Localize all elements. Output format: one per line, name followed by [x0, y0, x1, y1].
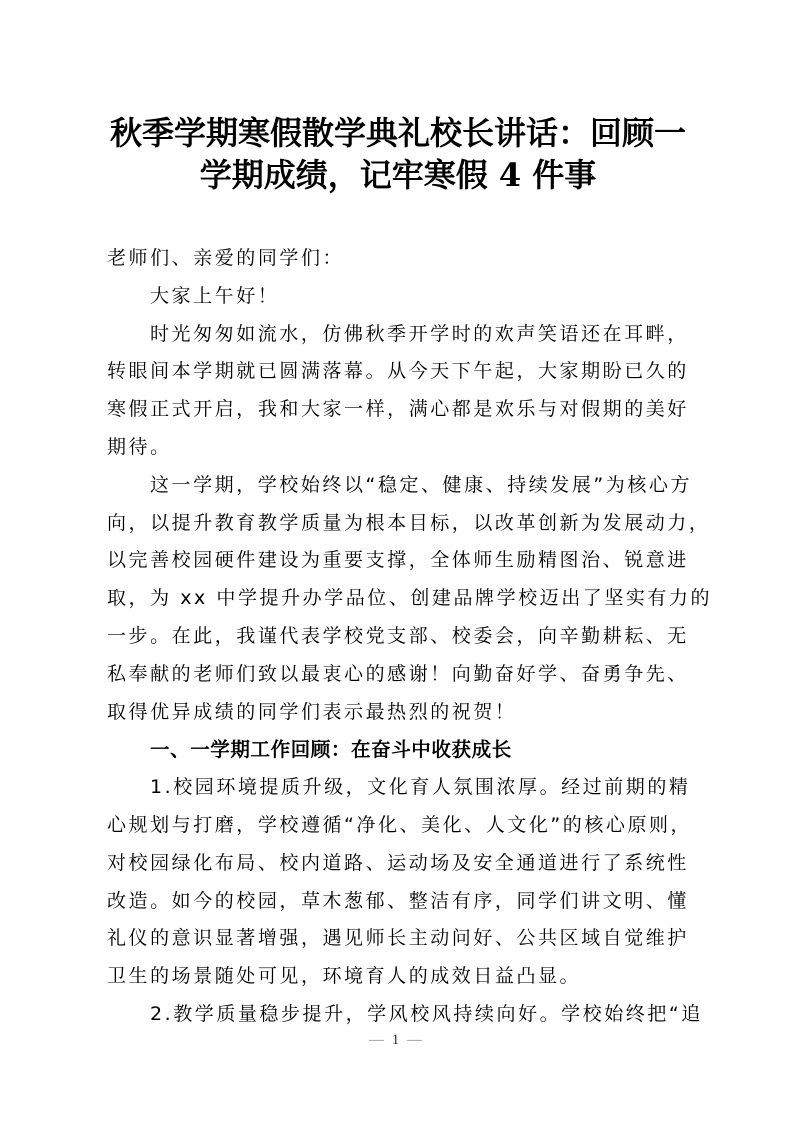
paragraph-line: 寒假正式开启，我和大家一样，满心都是欢乐与对假期的美好 — [107, 398, 689, 421]
page-footer — [0, 1032, 793, 1049]
paragraph-line: 向，以提升教育教学质量为根本目标，以改革创新为发展动力， — [107, 511, 711, 534]
footer-dash-right: — — [407, 1032, 424, 1048]
document-title — [100, 112, 696, 196]
footer-dash-left: — — [369, 1032, 386, 1048]
title-line-1: 秋季学期寒假散学典礼校长讲话：回顾一 — [109, 114, 686, 152]
paragraph-line: 1.校园环境提质升级，文化育人氛围浓厚。经过前期的精 — [150, 776, 691, 799]
paragraph-line: 时光匆匆如流水，仿佛秋季开学时的欢声笑语还在耳畔， — [150, 322, 689, 345]
paragraph-line: 这一学期，学校始终以“稳定、健康、持续发展”为核心方 — [150, 473, 692, 496]
paragraph-line: 心规划与打磨，学校遵循“净化、美化、人文化”的核心原则， — [107, 813, 693, 836]
paragraph-line: 2.教学质量稳步提升，学风校风持续向好。学校始终把“追 — [150, 1002, 703, 1025]
paragraph-line: 期待。 — [107, 435, 172, 458]
title-line-2: 学期成绩，记牢寒假 4 件事 — [199, 156, 597, 194]
paragraph-line: 取，为 xx 中学提升办学品位、创建品牌学校迈出了坚实有力的 — [107, 587, 713, 610]
paragraph-intro — [107, 316, 689, 467]
paragraph-line: 取得优异成绩的同学们表示最热烈的祝贺！ — [107, 700, 517, 723]
paragraph-line: 一步。在此，我谨代表学校党支部、校委会，向辛勤耕耘、无 — [107, 624, 689, 647]
paragraph-line: 卫生的场景随处可见，环境育人的成效日益凸显。 — [107, 965, 582, 988]
section-heading: 一、一学期工作回顾：在奋斗中收获成长 — [150, 738, 512, 762]
document-body — [107, 240, 713, 1034]
item-2-teaching-quality — [107, 996, 703, 1034]
paragraph-line: 对校园绿化布局、校内道路、运动场及安全通道进行了系统性 — [107, 851, 689, 874]
paragraph-line: 以完善校园硬件建设为重要支撑，全体师生励精图治、锐意进 — [107, 549, 689, 572]
paragraph-line: 礼仪的意识显著增强，遇见师长主动问好、公共区域自觉维护 — [107, 927, 689, 950]
paragraph-line: 转眼间本学期就已圆满落幕。从今天下午起，大家期盼已久的 — [107, 360, 689, 383]
salutation: 老师们、亲爱的同学们： — [107, 247, 345, 269]
paragraph-line: 私奉献的老师们致以最衷心的感谢！向勤奋好学、奋勇争先、 — [107, 662, 689, 685]
item-1-campus-environment — [107, 769, 693, 996]
page-number: 1 — [391, 1032, 402, 1048]
paragraph-line: 改造。如今的校园，草木葱郁、整洁有序，同学们讲文明、懂 — [107, 889, 689, 912]
greeting: 大家上午好！ — [150, 284, 280, 307]
paragraph-semester — [107, 467, 713, 732]
